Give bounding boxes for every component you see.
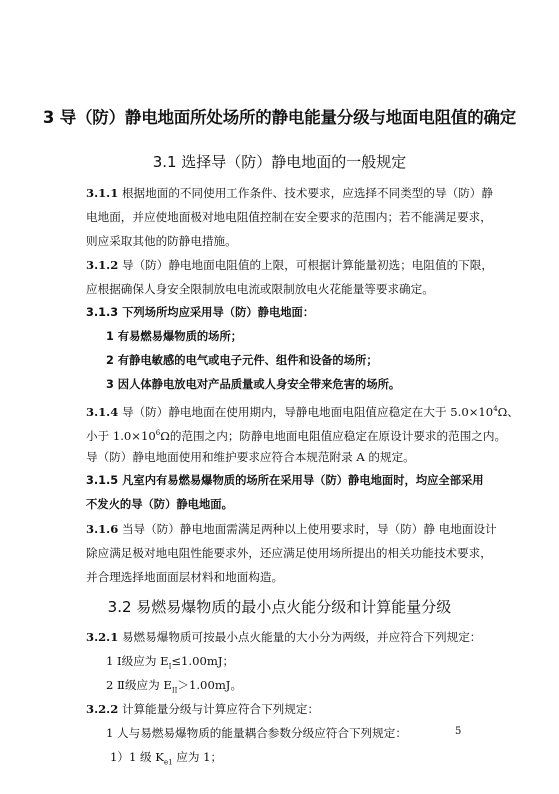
subscript: I (168, 662, 172, 671)
clause-text: 根据地面的不同使用工作条件、技术要求，应选择不同类型的导（防）静 (118, 186, 493, 200)
clause-3-1-2-line-2: 应根据确保人身安全限制放电电流或限制放电火花能量等要求确定。 (86, 282, 434, 296)
page-number: 5 (455, 726, 462, 737)
clause-3-1-3-line-1: 3.1.3 下列场所均应采用导（防）静电地面： (86, 306, 315, 319)
clause-text: ＞1.00mJ。 (177, 678, 243, 692)
superscript: 4 (493, 405, 498, 413)
clause-3-1-5-line-2: 不发火的导（防）静电地面。 (86, 498, 233, 511)
clause-3-1-1-line-1 (86, 186, 493, 200)
clause-number: 3.2.1 (86, 630, 119, 644)
clause-3-2-2-item-1: 1 人与易燃易爆物质的能量耦合参数分级应符合下列规定： (106, 726, 407, 740)
clause-text: 易燃易爆物质可按最小点火能量的大小分为两级，并应符合下列规定： (118, 630, 482, 644)
subscript: e1 (163, 758, 173, 767)
clause-3-1-6-line-3: 并合理选择地面面层材料和地面构造。 (86, 570, 284, 584)
clause-text: 2 Ⅱ级应为 E (106, 678, 172, 692)
subscript: II (171, 686, 178, 695)
clause-3-1-3-item-2: 2 有静电敏感的电气或电子元件、组件和设备的场所； (106, 354, 378, 367)
clause-3-1-2-line-1 (86, 258, 493, 272)
clause-text: Ω的范围之内；防静电地面电阻值应稳定在原设计要求的范围之内。 (160, 428, 507, 443)
clause-3-2-1-item-2 (106, 678, 242, 697)
clause-number: 3.1.2 (86, 258, 119, 272)
chapter-title: 3 导（防）静电地面所处场所的静电能量分级与地面电阻值的确定 (42, 108, 517, 127)
clause-3-2-2-line-1 (86, 702, 319, 716)
clause-3-1-3-item-3: 3 因人体静电放电对产品质量或人身安全带来危害的场所。 (106, 378, 401, 391)
clause-3-1-1-line-3: 则应采取其他的防静电措施。 (86, 234, 237, 248)
clause-3-2-2-subitem-1 (110, 750, 222, 769)
clause-text: ≤1.00mJ； (171, 654, 235, 668)
clause-number: 3.1.4 (86, 404, 119, 419)
clause-3-1-4-line-1 (86, 402, 519, 419)
clause-3-1-4-line-2 (86, 426, 506, 443)
clause-number: 3.1.6 (86, 522, 119, 536)
clause-text: 应为 1； (172, 750, 223, 764)
clause-3-1-3-item-1: 1 有易燃易爆物质的场所； (106, 330, 243, 343)
clause-text: 1）1 级 K (110, 750, 164, 764)
clause-3-1-5-line-1: 3.1.5 凡室内有易燃易爆物质的场所在采用导（防）静电地面时，均应全部采用 (86, 474, 484, 487)
clause-3-1-6-line-2: 除应满足极对地电阻性能要求外，还应满足使用场所提出的相关功能技术要求， (86, 546, 492, 560)
clause-3-1-6-line-1 (86, 522, 497, 536)
clause-number: 3.2.2 (86, 702, 119, 716)
clause-number: 3.1.1 (86, 186, 119, 200)
clause-3-2-1-item-1 (106, 654, 234, 673)
clause-text: 计算能量分级与计算应符合下列规定： (118, 702, 320, 716)
clause-text: 当导（防）静电地面需满足两种以上使用要求时，导（防）静 电地面设计 (118, 522, 497, 536)
clause-text: 导（防）静电地面电阻值的上限，可根据计算能量初选；电阻值的下限， (118, 258, 493, 272)
section-title-3-2: 3.2 易燃易爆物质的最小点火能分级和计算能量分级 (107, 598, 452, 616)
clause-text: Ω、 (497, 404, 519, 419)
clause-text: 导（防）静电地面在使用期内，导静电地面电阻值应稳定在大于 5.0×10 (118, 404, 494, 419)
clause-text: 1 Ⅰ级应为 E (106, 654, 169, 668)
clause-3-1-4-line-3: 导（防）静电地面使用和维护要求应符合本规范附录 A 的规定。 (86, 450, 415, 464)
section-title-3-1: 3.1 选择导（防）静电地面的一般规定 (152, 153, 407, 171)
clause-text: 小于 1.0×10 (86, 428, 156, 443)
superscript: 6 (155, 429, 161, 437)
clause-3-2-1-line-1 (86, 630, 481, 644)
clause-3-1-1-line-2: 电地面，并应使地面极对地电阻值控制在安全要求的范围内；若不能满足要求， (86, 210, 492, 224)
